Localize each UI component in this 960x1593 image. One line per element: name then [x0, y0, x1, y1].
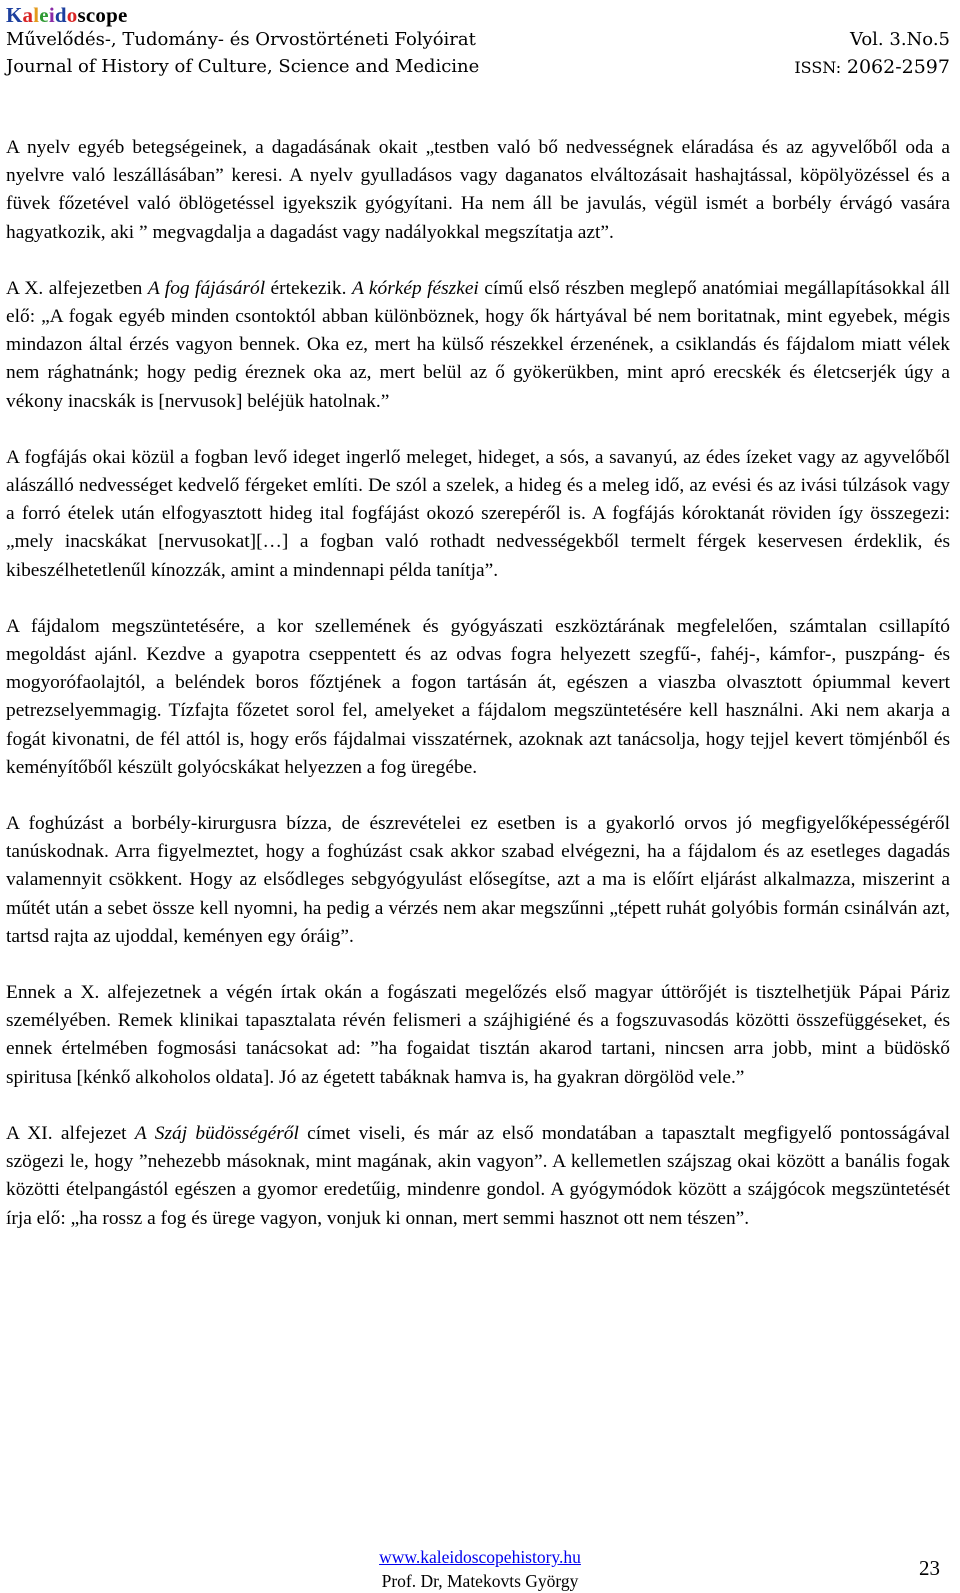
text-run: A fogfájás okai közül a fogban levő ideget ingerlő meleget, hideget, a sós, a savanyú, az édes ízeket vagy az agyvelőből alászálló nedvességet kedvelő férgeket említi. De szól a szelek, a hideg és a meleg idő, az evési és az ivási túlzások vagy a forró ételek után elfogyasztott hideg ital fogfájást okozó szerepéről is. A fogfájás kóroktanát röviden így összegezi: „mely inacskákat [nervusokat][…] a fogban való rothadt nedvességekből termelt férgek keservesen érdeklik, és kibeszélhetetlenűl kínozzák, amint a mindennapi példa tanítja”.: [6, 446, 950, 581]
logo-letter: s: [77, 3, 86, 27]
journal-logo: [6, 4, 950, 26]
issn-number: 2062-2597: [846, 56, 950, 78]
issn-label: ISSN:: [794, 58, 842, 77]
text-run: A fájdalom megszüntetésére, a kor szellemének és gyógyászati eszköztárának megfelelően, számtalan csillapító megoldást ajánl. Kezdve a gyapotra cseppentett és az odvas fogra helyezett szegfű-, fahéj-, kámfor-, puszpáng- és mogyorófaolajtól, a beléndek boros főztjének a fogon tartásán át, egészen a viaszba olvasztott ópiummal kevert petrezselyemmagig. Tízfajta főzetet sorol fel, amelyeket a fájdalom megszüntetésére kell használni. Aki nem akarja a fogát kivonatni, de fél attól is, hogy erős fájdalmai visszatérnek, azoknak azt tanácsolja, hogy tejjel kevert tömjénből és keményítőből készült golyócskákat helyezzen a fog üregébe.: [6, 615, 950, 778]
text-run: A nyelv egyéb betegségeinek, a dagadásának okait „testben való bő nedvességnek eláradása és az agyvelőből oda a nyelvre való leszállásában” keresi. A nyelv gyulladásos vagy daganatos elváltozásait hashajtással, köpölyözéssel és a füvek főzetével való öblögetéssel igyekszik gyógyítani. Ha nem áll be javulás, végül ismét a borbély érvágó vasára hagyatkozik, aki ” megvagdalja a dagadást vagy nadályokkal megszítatja azt”.: [6, 137, 950, 243]
logo-letter: e: [117, 3, 128, 27]
paragraph: [6, 613, 950, 782]
italic-title: A kórkép fészkei: [351, 277, 479, 299]
paragraph: [6, 275, 950, 416]
logo-letter: e: [39, 3, 49, 27]
text-run: című első részben meglepő anatómiai megállapításokkal áll elő: „A fogak egyéb minden csontoktól abban különböznek, hogy ők hártyával bé nem boritatnak, mint egyebek, mégis mindazon által érzés vagyon bennek. Oka ez, mert ha külső részekkel érzenének, a csiklandás és fájdalom miatt vélek nem rághatnánk; hogy pedig éreznek oka az, mert belül az ő gyökerükben, mint apró erecskék és életcserjék úgy a vékony inacskák is [nervusok] beléjük hatolnak.”: [6, 277, 950, 412]
logo-letter: p: [106, 3, 118, 27]
journal-header: [6, 4, 950, 82]
paragraph: [6, 979, 950, 1092]
text-run: címet viseli, és már az első mondatában a tapasztalt megfigyelő pontosságával szögezi le, hogy ”nehezebb másoknak, mint magának, akin vagyon”. A kellemetlen szájszag okai között a banális fogak közötti ételpangástól egészen a gyomor eredetűig, mindenre gondol. A gyógymódok között a szájgócok megszüntetését írja elő: „ha rossz a fog és ürege vagyon, vonjuk ki onnan, mert semmi hasznot ott nem tészen”.: [6, 1122, 950, 1229]
page-number: 23: [919, 1556, 940, 1580]
logo-letter: i: [48, 3, 55, 27]
paragraph: [6, 444, 950, 585]
logo-letter: c: [85, 3, 96, 27]
header-row-2: [6, 53, 950, 82]
paragraph: [6, 810, 950, 951]
logo-letter: a: [22, 3, 34, 27]
website-link[interactable]: www.kaleidoscopehistory.hu: [379, 1547, 581, 1567]
page-footer: [0, 1545, 960, 1593]
logo-letter: o: [95, 3, 107, 27]
volume-label: Vol. 3.No.5: [849, 29, 950, 50]
paragraph: [6, 1120, 950, 1233]
text-run: A foghúzást a borbély-kirurgusra bízza, de észrevételei ez esetben is a gyakorló orvos jó megfigyelőképességéről tanúskodnak. Arra figyelmeztet, hogy a foghúzást csak akkor szabad elvégezni, ha a fájdalom és az esetleges dagadás valamennyit csökkent. Hogy az elsődleges sebgyógyulást elősegítse, azt a ma is előírt eljárást alkalmazza, miszerint a műtét után a sebet össze kell nyomni, ha pedig a vérzés nem akar megszűnni „tépett ruhát golyóbis formán csinálván azt, tartsd rajta az ujoddal, keményen egy óráig”.: [6, 813, 950, 947]
logo-letter: o: [66, 3, 78, 27]
text-run: A X. alfejezetben: [6, 277, 148, 299]
text-run: Ennek a X. alfejezetnek a végén írtak okán a fogászati megelőzés első magyar úttörőjét is tisztelhetjük Pápai Páriz személyében. Remek klinikai tapasztalata révén felismeri a szájhigiéné és a fogszuvasodás közötti összefüggéseket, és ennek értelmében fogmosási tanácsokat ad: ”ha fogaidat tisztán akarod tartani, nincsen arra jobb, mint a büdöskő spiritusa [kénkő alkoholos oldata]. Jó az égetett tabáknak hamva is, ha gyakran dörgölöd vele.”: [6, 982, 950, 1088]
issn: [794, 53, 950, 82]
logo-letter: d: [54, 3, 67, 27]
text-run: értekezik.: [265, 277, 352, 299]
logo-letter: l: [33, 3, 40, 27]
logo-letter: K: [6, 3, 23, 27]
journal-subtitle-hu: Művelődés-, Tudomány- és Orvostörténeti Folyóirat: [6, 29, 476, 50]
italic-title: A Száj büdösségéről: [134, 1122, 299, 1144]
header-row-1: [6, 26, 950, 54]
italic-title: A fog fájásáról: [147, 277, 266, 299]
paragraph: [6, 134, 950, 247]
journal-subtitle-en: Journal of History of Culture, Science and Medicine: [6, 56, 480, 77]
article-body: [6, 134, 950, 1233]
text-run: A XI. alfejezet: [6, 1122, 135, 1144]
author-name: Prof. Dr, Matekovts György: [381, 1571, 579, 1591]
